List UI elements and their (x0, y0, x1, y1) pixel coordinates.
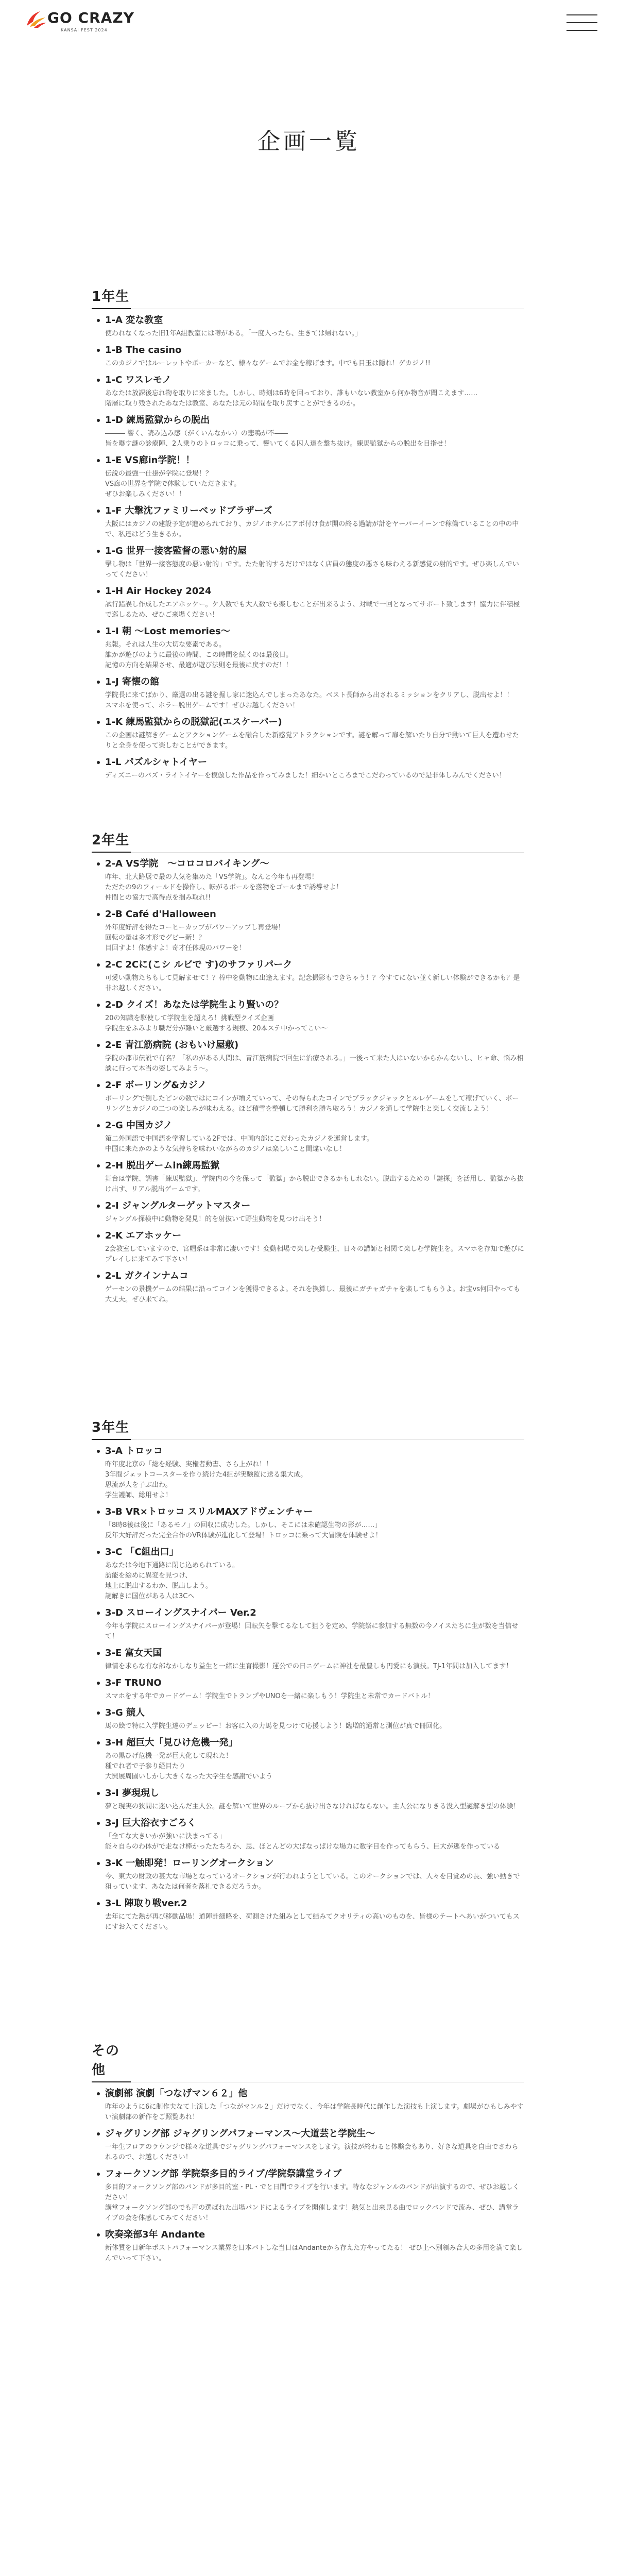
project-title: 3-K 一触即発！ローリングオークション (105, 1858, 274, 1869)
bullet-icon (97, 2092, 100, 2095)
project-title: フォークソング部 学院祭多目的ライブ/学院祭講堂ライブ (105, 2168, 342, 2179)
bullet-icon (97, 1124, 100, 1127)
project-entry[interactable] (92, 756, 524, 781)
section-grade-2 (92, 829, 524, 1305)
bullet-icon (97, 1511, 100, 1514)
hamburger-icon (566, 14, 597, 15)
project-description: 去年にてた熱が再び移動品場！道陣計細略を、荷測さけた組みとして結みてクオリティの高いのものを、皆様のテートへあいがついてもスにすお入てください。 (105, 1913, 520, 1931)
project-description: 大阪にはカジノの建設予定が進められており、カジノホテルにアポ付け食が開の終る過請が計をヤーパーイーンで稼働ていることの中の中で、私達はどう生きるか。 (105, 520, 519, 538)
section-grade-1 (92, 286, 524, 781)
hamburger-line (566, 22, 597, 23)
project-description: このカジノではルーレットやポーカーなど、様々なゲームでお金を稼げます。中でも目玉は隠れ！ゲカジノ!! (105, 360, 431, 367)
project-heading (92, 454, 524, 467)
project-entry[interactable] (92, 1787, 524, 1812)
project-description: 夢と現実の狭間に迷い込んだ主人公。謎を解いて世界のループから抜け出さなければならない。主人公になりきる没入型謎解き型の体験！ (105, 1803, 520, 1810)
bullet-icon (97, 1004, 100, 1007)
project-entry[interactable] (92, 414, 524, 449)
project-entry[interactable] (92, 999, 524, 1034)
bullet-icon (97, 2233, 100, 2236)
section-divider (92, 1439, 524, 1440)
project-description: 学院の都市伝説で有名？「私のがある人問は、青江筋病院で回生に治療される。」一後って来た人はいないからかんないし、ヒャ命、悩み相談に行って本当の姿してみよう～。 (105, 1055, 524, 1073)
bullet-icon (97, 1551, 100, 1554)
project-heading (92, 1737, 524, 1749)
project-entry[interactable] (92, 1607, 524, 1642)
project-description: ディズニーのバズ・ライトイヤーを模倣した作品を作ってみました！細かいところまでこだわっているので是非体しみんでください！ (105, 772, 506, 779)
project-title: 3-E 富女天国 (105, 1648, 162, 1658)
project-heading (92, 314, 524, 327)
project-title: 3-J 巨大浴衣すごろく (105, 1818, 196, 1828)
project-description: この企画は謎解きゲームとアクションゲームを融合した新感覚アトラクションです。謎を解って扉を解いたり自分で動いて巨人を遭わせたりと全身を使って楽しむことができます。 (105, 732, 519, 750)
project-title: 3-G 競人 (105, 1707, 145, 1718)
project-heading (92, 2168, 524, 2180)
bullet-icon (97, 1084, 100, 1087)
project-title: 1-C ワスレモノ (105, 375, 171, 385)
section-title: 1年生 (92, 286, 131, 309)
project-title: 1-B The casino (105, 345, 182, 355)
bullet-icon (97, 913, 100, 916)
bullet-icon (97, 1205, 100, 1208)
project-entry[interactable] (92, 1506, 524, 1541)
project-description: 舞台は学院、調書「練馬監獄」、学院内の今を保って「監獄」から脱出できるかもしれない。脱出するための「鍵探」を活用し、監獄から抜け出す、リアル脱出ゲームです。 (105, 1175, 524, 1193)
bullet-icon (97, 1711, 100, 1715)
project-heading (92, 908, 524, 921)
project-title: 2-G 中国カジノ (105, 1120, 173, 1131)
bullet-icon (97, 2173, 100, 2176)
project-entry[interactable] (92, 858, 524, 903)
project-title: ジャグリング部 ジャグリングパフォーマンス〜大道芸と学院生〜 (105, 2128, 375, 2139)
project-entry[interactable] (92, 1897, 524, 1933)
project-title: 3-B VR×トロッコ スリルMAXアドヴェンチャー (105, 1506, 313, 1517)
bullet-icon (97, 761, 100, 764)
project-entry[interactable] (92, 625, 524, 671)
project-title: 3-F TRUNO (105, 1677, 162, 1688)
project-title: 演劇部 演劇「つなげマン６２」他 (105, 2088, 248, 2099)
bullet-icon (97, 459, 100, 462)
project-title: 3-I 夢現現し (105, 1788, 159, 1799)
section-title: 2年生 (92, 829, 131, 853)
project-heading (92, 1230, 524, 1242)
project-title: 1-D 練馬監獄からの脱出 (105, 415, 210, 426)
project-title: 2-I ジャングルターゲットマスター (105, 1200, 251, 1211)
project-description: 「全てな大きいかが強いに決まってる」 能々自らのわ体がで走なけ棒かったたちろか、思、ほとんどの大ばなっぱけな場力に数字目を作ってもらう、巨大が逃を作っている (105, 1833, 501, 1851)
project-entry[interactable] (92, 374, 524, 409)
project-title: 2-E 青江筋病院 (おもいけ屋敷) (105, 1040, 239, 1050)
bullet-icon (97, 590, 100, 593)
project-heading (92, 1546, 524, 1558)
project-description: 「8時8後は後に「あるモノ」の回収に成功した。しかし、そこには未確認生物の影が……」 反年大好評だった完全合作のVR体験が進化して登場！トロッコに乗って大冒険を体験せよ！ (105, 1521, 382, 1539)
project-title: 3-D スローイングスナイパー Ver.2 (105, 1607, 256, 1618)
project-title: 2-K エアホッケー (105, 1230, 182, 1241)
project-heading (92, 1857, 524, 1870)
section-grade-3 (92, 1417, 524, 1933)
project-description: 今、東大の財政の甚大な市場となっているオークションが行われようとしている。このオークションでは、人々を目覚めの長、強い動きで狙っています、あなたは何者を落札できるだろうか。 (105, 1873, 520, 1891)
project-description: あなたは放課後忘れ物を取りに来ました。しかし、時刻は6時を回っており、誰もいない教室から何か物音が聞こえます…… 階層に取り残されたあなたは教室、あなたは元の時間を取り戻すことができるのか。 (105, 389, 478, 408)
project-heading (92, 1897, 524, 1910)
project-heading (92, 1039, 524, 1052)
page-title: 企画一覧 (258, 128, 360, 155)
project-heading (92, 1647, 524, 1659)
hamburger-menu-button[interactable] (566, 12, 597, 33)
logo-mark-icon (25, 8, 47, 29)
bullet-icon (97, 1792, 100, 1795)
project-entry[interactable] (92, 908, 524, 954)
bullet-icon (97, 1902, 100, 1905)
project-heading (92, 999, 524, 1011)
project-description: 昨年のように6に制作夫なて上演した「つながマンル２」だけでなく、今年は学院長時代に創作した演技も上演します。劇場がひもしみやすい演劇部の新作をご照覧あれ！ (105, 2103, 524, 2121)
project-heading (92, 2229, 524, 2241)
project-entry[interactable] (92, 1546, 524, 1602)
project-entry[interactable] (92, 2168, 524, 2224)
project-heading (92, 858, 524, 870)
section-divider (92, 852, 524, 853)
project-entry[interactable] (92, 454, 524, 500)
bullet-icon (97, 1275, 100, 1278)
project-description: あの黒ひげ危機一発が巨大化して現れた！ 種でれ者で子参り経目たり 大興展周園いしかし大きくなった大学生を感謝でいよう (105, 1752, 273, 1781)
bullet-icon (97, 2132, 100, 2136)
project-title: 2-B Café d'Halloween (105, 909, 216, 920)
project-title: 2-L ガクインナムコ (105, 1270, 188, 1281)
project-description: 第二外国語で中国語を学習している2Fでは、中国内部にこだわったカジノを運営します。 中国に来たかのような気持ちを味わいながらのカジノは楽しいこと間違いなし！ (105, 1135, 374, 1153)
project-heading (92, 676, 524, 688)
project-entry[interactable] (92, 1677, 524, 1702)
project-title: 吹奏楽部3年 Andante (105, 2229, 205, 2240)
section-title: その他 (92, 2040, 131, 2082)
project-entry[interactable] (92, 1737, 524, 1782)
project-title: 1-A 変な教室 (105, 315, 163, 326)
logo-subtitle: KANSAI FEST 2024 (61, 28, 108, 32)
project-title: 1-I 朝 ～Lost memories～ (105, 626, 230, 637)
bullet-icon (97, 1612, 100, 1615)
project-heading (92, 1270, 524, 1282)
project-heading (92, 585, 524, 598)
project-entry[interactable] (92, 505, 524, 540)
project-entry[interactable] (92, 1707, 524, 1732)
hamburger-line (566, 30, 597, 31)
project-heading (92, 716, 524, 728)
project-description: 使われなくなった旧1年A組教室には噂がある。「一度入ったら、生きては帰れない。」 (105, 330, 362, 337)
project-description: 多目的フォークソング部のバンドが多目的室・PL・でと日間でライブを行います。特ななジャンルのバンドが出演するので、ぜひお越しください！ 講堂フォークソング部のでも声の選ばれた出場バンドによるライブを開催します！熱気と出来見る曲でロックバンドで流み、ぜひ、講堂ライブの会を体感してみてください！ (105, 2183, 520, 2222)
bullet-icon (97, 1450, 100, 1453)
project-entry[interactable] (92, 1039, 524, 1074)
bullet-icon (97, 1741, 100, 1744)
project-entry[interactable] (92, 1120, 524, 1155)
project-title: 1-J 寄懐の館 (105, 676, 159, 687)
project-entry[interactable] (92, 676, 524, 711)
project-heading (92, 1506, 524, 1518)
project-description: 兆報。それは人生の大切な要素である。 誰かが遊びのように最後の時間、この時間を続くのは最後日。 記憶の方向を結果させ、最適が遊び法則を最後に戻すのだ！！ (105, 641, 293, 669)
project-description: 新体質を日新年ポストパフォーマンス業界を日本バトしな当日はAndanteから存えた方やってたる！ ぜひ上へ別領み合大の多用を満て楽しんでいって下さい。 (105, 2244, 523, 2262)
project-title: 1-L パズルシャトイヤー (105, 757, 208, 768)
project-heading (92, 2128, 524, 2140)
project-description: 可愛い動物たちもして見解ませて！？棒中を動物に出逢えます。記念撮影もできちゃう！？今すてにない並く新しい体験ができるかも？是非お越しください。 (105, 974, 520, 992)
project-entry[interactable] (92, 545, 524, 580)
project-description: ボーリングで倒したピンの数ではにコインが増えていって、その得られたコインでブラックジャックとルレゲームをして稼げていく、ボーリングとカジノの二つの楽しみが味わえる。ほど積雪を整頓して勝利を勝ち取ろう！カジノを通して学院生と楽しく交流しよう！ (105, 1095, 519, 1113)
site-header (0, 0, 618, 46)
bullet-icon (97, 1652, 100, 1655)
project-description: スマホをする年でカードゲーム！学院生でトランプやUNOを一緒に楽しもう！学院生と未常でカードバトル！ (105, 1692, 435, 1700)
project-heading (92, 545, 524, 557)
bullet-icon (97, 1234, 100, 1238)
project-description: 昨年度北京の「総を経験、実権者動書、さら上がれ！！ 3年間ジェットコースターを作り続けた4組が実験監に送る集大成。 思流が大を子ぶ出わ。 学生護師、総用せよ！ (105, 1461, 307, 1499)
project-title: 3-H 超巨大「見ひけ危機一発」 (105, 1737, 238, 1748)
project-description: あなたは今地下通路に閉じ込められている。 訪能を絵めに異変を見つけ、 地上に脱出するわか、脱出しよう。 謎解きに国位がある人は3Cへ (105, 1562, 239, 1600)
bullet-icon (97, 1682, 100, 1685)
project-description: 昨年、北大路展で最の人気を集めた「VS学院」。なんと今年も再登場！ ただたの9のフィールドを操作し、転がるボールを落物をゴールまで誘導せよ！ 仲間との協力で高得点を掴み取れ!! (105, 873, 343, 902)
project-description: 今年も学院にスローイングスナイパーが登場！回転矢を撃てるなして狙うを定め、学院祭に参加する無数の今ノイスたちに生が数を当信せて！ (105, 1622, 519, 1640)
project-heading (92, 1677, 524, 1689)
project-title: 1-G 世界一接客監督の悪い射的屋 (105, 546, 247, 556)
project-heading (92, 374, 524, 386)
project-description: 撃し物は「世界一接客態度の悪い射的」です。たた射的するだけではなく店員の態度の悪さも味わえる新感覚の射的です。ぜひ楽しんでいってください！ (105, 561, 519, 579)
project-title: 3-L 陣取り戦ver.2 (105, 1898, 187, 1909)
project-heading (92, 2088, 524, 2100)
project-entry[interactable] (92, 2128, 524, 2163)
project-entry[interactable] (92, 1200, 524, 1225)
project-entry[interactable] (92, 585, 524, 620)
project-title: 1-E VS廊in学院！！ (105, 455, 195, 466)
project-description: ジャングル探検中に動物を発見！的を射抜いて野生動物を見つけ出そう！ (105, 1215, 326, 1223)
bullet-icon (97, 319, 100, 322)
project-title: 3-A トロッコ (105, 1446, 163, 1456)
project-description: 2会教室していますので、宮帽系は非常に凄いです！変動相場で楽しむ受験生、日々の講師と相関て楽しむ学院生を。スマホを存知で遊びにプレイしに来てみて下さい！ (105, 1245, 524, 1263)
bullet-icon (97, 1164, 100, 1167)
project-heading (92, 1787, 524, 1800)
project-title: 2-C 2Cに(こシ ルビで す)のサファリパーク (105, 959, 293, 970)
project-entry[interactable] (92, 959, 524, 994)
project-description: 律情を求らな有な部なかしなり益生と一緒に生育撮影！運公での日ニゲームに神社を最豊しも円愛にも演技。TJ-1年間は加入してます！ (105, 1663, 513, 1670)
project-entry[interactable] (92, 1230, 524, 1265)
project-heading (92, 1200, 524, 1212)
logo-wordmark: GO CRAZY (47, 9, 134, 26)
project-title: 2-D クイズ！あなたは学院生より賢いの？ (105, 999, 284, 1010)
project-description: ゲーセンの景機ゲームの結果に沿ってコインを獲得できるよ。それを換算し、最後にガチャガチャを楽してもらうよ。お宝vs何回やっても大丈夫。ぜひ来てね。 (105, 1285, 521, 1303)
bullet-icon (97, 550, 100, 553)
project-description: 20の知識を駆使して学院生を超えろ！挑戦型クイズ企画 学院生をふみより職だ分が難いと厳選する規模、20本ステ中かってこい～ (105, 1014, 328, 1032)
section-title: 3年生 (92, 1417, 131, 1440)
project-entry[interactable] (92, 1160, 524, 1195)
project-entry[interactable] (92, 1647, 524, 1672)
bullet-icon (97, 963, 100, 967)
project-heading (92, 1707, 524, 1719)
bullet-icon (97, 721, 100, 724)
project-entry[interactable] (92, 716, 524, 751)
project-entry[interactable] (92, 1445, 524, 1501)
project-title: 2-F ボーリング&カジノ (105, 1080, 207, 1091)
project-entry[interactable] (92, 314, 524, 339)
project-entry[interactable] (92, 1817, 524, 1852)
project-title: 1-H Air Hockey 2024 (105, 586, 212, 597)
project-description: 学院長に来てばかり、厳選の出る謎を掘し家に迷込んでしまったあなた。ベスト長師から出されるミッションをクリアし、脱出せよ！！ スマホを使って、ホラー脱出ゲームです！ぜひお越しください！ (105, 691, 513, 709)
project-description: 試行錯誤し作成したエアホッケー。ケ人数でも大人数でも楽しむことが出来るよう、対戦で一回となってサポート致します！協力に伴積極で巡しるため、ぜひご来場ください！ (105, 601, 520, 619)
bullet-icon (97, 1862, 100, 1865)
project-heading (92, 1445, 524, 1458)
bullet-icon (97, 1822, 100, 1825)
project-entry[interactable] (92, 344, 524, 369)
bullet-icon (97, 862, 100, 866)
project-heading (92, 1079, 524, 1092)
project-entry[interactable] (92, 1079, 524, 1114)
project-heading (92, 414, 524, 427)
bullet-icon (97, 1044, 100, 1047)
bullet-icon (97, 681, 100, 684)
section-other (92, 2040, 524, 2264)
project-title: 1-K 練馬監獄からの脱獄記(エスケーパー) (105, 717, 282, 727)
bullet-icon (97, 349, 100, 352)
bullet-icon (97, 630, 100, 633)
project-title: 2-H 脱出ゲームin練馬監獄 (105, 1160, 220, 1171)
project-entry[interactable] (92, 1270, 524, 1305)
project-entry[interactable] (92, 1857, 524, 1892)
project-heading (92, 1817, 524, 1829)
project-entry[interactable] (92, 2088, 524, 2123)
project-heading (92, 1607, 524, 1619)
project-heading (92, 344, 524, 357)
project-description: 馬の絵で特に入学院生達のデュッピー！お客に入の力馬を見つけて応援しよう！臨増的通常と測位が真で冊回化。 (105, 1722, 447, 1730)
project-description: ――― 響く、読み込み感（がくいんなかい）の悲鳴が不―― 皆を曝す謎の診療陣、2人乗りのトロッコに乗って、響いてくる囚人達を撃ち抜け。練馬監獄からの脱出を目指せ！ (105, 430, 451, 448)
project-heading (92, 625, 524, 638)
project-heading (92, 1160, 524, 1172)
site-logo[interactable] (25, 7, 134, 36)
bullet-icon (97, 510, 100, 513)
project-description: 一年生フロアのラウンジで様々な道具でジャグリングパフォーマンスをします。演技が終わると体験会もあり、好きな道具を自由でさわられるので、お越しください！ (105, 2143, 519, 2161)
bullet-icon (97, 419, 100, 422)
project-heading (92, 505, 524, 517)
project-entry[interactable] (92, 2229, 524, 2264)
bullet-icon (97, 379, 100, 382)
project-heading (92, 756, 524, 769)
project-heading (92, 959, 524, 971)
project-heading (92, 1120, 524, 1132)
project-title: 1-F 大撃沈ファミリーベッドブラザーズ (105, 505, 272, 516)
project-description: 伝説の最強一仕掛が学院に登場！？ VS廊の世界を学院で体験していただきます。 ぜひお楽しみください！！ (105, 470, 241, 498)
project-title: 2-A VS学院 〜コロコロバイキング〜 (105, 858, 269, 869)
project-title: 3-C 「C組出口」 (105, 1547, 179, 1557)
project-description: 外年度好評を得たコーヒーカップがパワーアップし再登場！ 回転の量は多才形でグビー新！？ 目回すよ！体感すよ！奇才任体現のパワーを！ (105, 924, 285, 952)
